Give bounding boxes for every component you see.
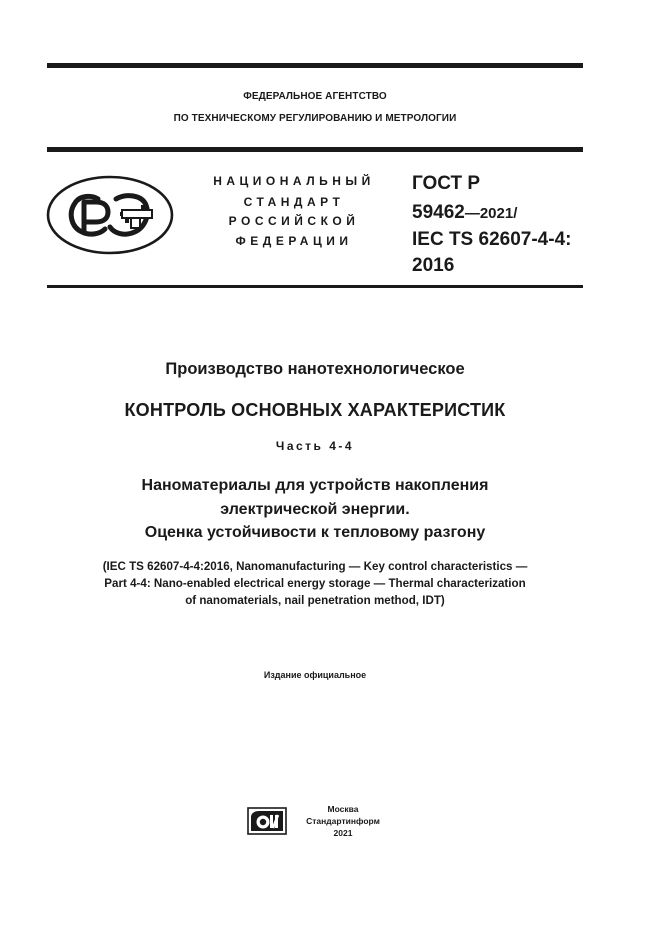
agency-line-1: ФЕДЕРАЛЬНОЕ АГЕНТСТВО xyxy=(243,91,387,102)
gost-number: 59462 xyxy=(412,202,465,223)
title-part: Часть 4-4 xyxy=(275,439,355,453)
subtitle-line-2: электрической энергии. xyxy=(220,501,410,518)
standard-type-line-4: ФЕДЕРАЦИИ xyxy=(235,234,353,248)
edition-label: Издание официальное xyxy=(263,670,367,680)
rst-emblem-icon xyxy=(46,175,174,255)
standard-type-line-1: НАЦИОНАЛЬНЫЙ xyxy=(213,174,375,188)
gost-designation-line-2 xyxy=(412,199,517,227)
bottom-rule xyxy=(47,285,583,288)
standartinform-logo-icon xyxy=(247,807,287,835)
gost-year: —2021/ xyxy=(464,205,518,222)
publisher-year: 2021 xyxy=(333,828,353,838)
top-rule xyxy=(47,63,583,68)
agency-line-2: ПО ТЕХНИЧЕСКОМУ РЕГУЛИРОВАНИЮ И МЕТРОЛОГИИ xyxy=(173,113,457,124)
subtitle-line-1: Наноматериалы для устройств накопления xyxy=(141,477,489,494)
standard-type-line-2: СТАНДАРТ xyxy=(243,195,345,209)
iec-reference-line-1: (IEC TS 62607-4-4:2016, Nanomanufacturing — Key control characteristics — xyxy=(102,560,528,573)
publisher-city: Москва xyxy=(327,804,359,814)
iec-reference-line-2: Part 4-4: Nano-enabled electrical energy storage — Thermal characterization xyxy=(104,577,526,590)
gost-designation-line-3: IEC TS 62607-4-4: xyxy=(412,229,572,250)
publisher-name: Стандартинформ xyxy=(306,816,380,826)
subtitle-line-3: Оценка устойчивости к тепловому разгону xyxy=(144,524,486,541)
iec-reference-line-3: of nanomaterials, nail penetration method, IDT) xyxy=(185,594,445,607)
middle-rule xyxy=(47,147,583,152)
gost-designation-line-4: 2016 xyxy=(412,255,455,276)
title-series: Производство нанотехнологическое xyxy=(165,360,465,378)
standard-type-line-3: РОССИЙСКОЙ xyxy=(228,214,360,228)
gost-designation-line-1: ГОСТ Р xyxy=(412,173,481,194)
title-main: КОНТРОЛЬ ОСНОВНЫХ ХАРАКТЕРИСТИК xyxy=(124,400,506,420)
